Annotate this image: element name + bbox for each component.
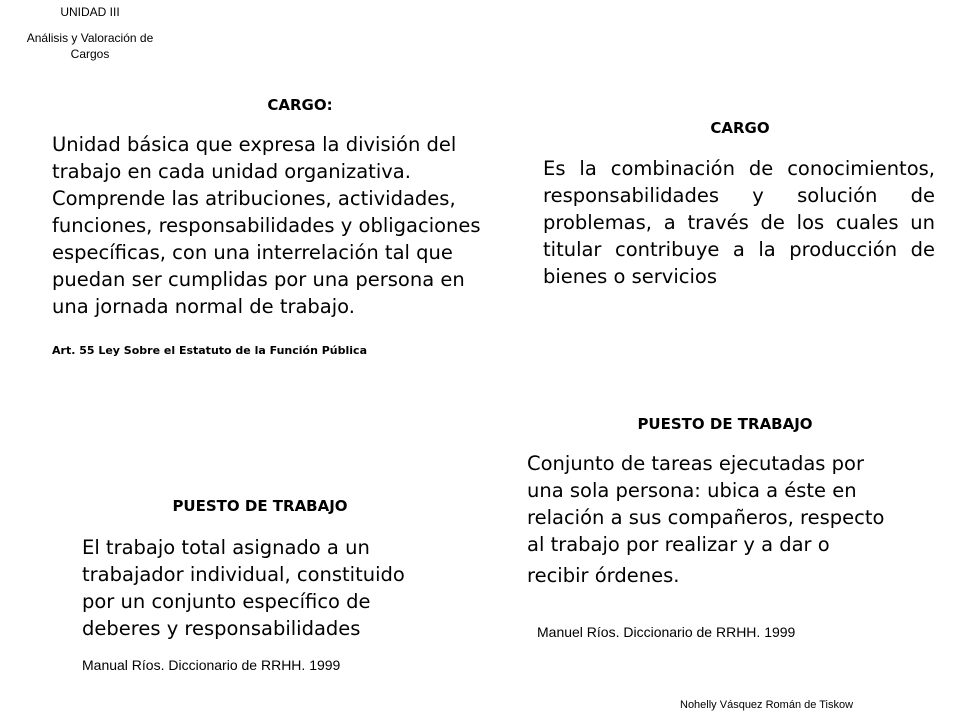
- cargo-right-definition: [543, 155, 935, 290]
- definition-line: funciones, responsabilidades y obligaciones: [52, 214, 481, 237]
- definition-line: deberes y responsabilidades: [82, 617, 361, 640]
- cargo-left-title: CARGO:: [267, 96, 333, 114]
- unit-subtitle: Análisis y Valoración de Cargos: [26, 31, 154, 61]
- definition-line: Unidad básica que expresa la división del: [52, 133, 457, 156]
- definition-line: al trabajo por realizar y a dar o: [527, 533, 830, 556]
- definition-line: una jornada normal de trabajo.: [52, 295, 355, 318]
- author-credit: Nohelly Vásquez Román de Tiskow: [680, 699, 854, 711]
- definition-line: El trabajo total asignado a un: [82, 536, 370, 559]
- definition-line: responsabilidades y solución de: [543, 184, 935, 207]
- puesto-left-source: Manual Ríos. Diccionario de RRHH. 1999: [82, 657, 341, 673]
- definition-line: una sola persona: ubica a éste en: [527, 479, 857, 502]
- puesto-right-source: Manuel Ríos. Diccionario de RRHH. 1999: [537, 624, 796, 640]
- puesto-left-title: PUESTO DE TRABAJO: [172, 497, 348, 515]
- definition-line: titular contribuye a la producción de: [543, 238, 935, 261]
- definition-line: Es la combinación de conocimientos,: [543, 157, 935, 180]
- cargo-left-source: Art. 55 Ley Sobre el Estatuto de la Función Pública: [52, 344, 367, 357]
- definition-line: recibir órdenes.: [527, 564, 680, 587]
- puesto-right-title: PUESTO DE TRABAJO: [637, 415, 813, 433]
- unit-label: UNIDAD III: [60, 5, 120, 19]
- definition-line: problemas, a través de los cuales un: [543, 211, 935, 234]
- cargo-left-definition: [52, 131, 522, 320]
- puesto-right-definition: [527, 450, 947, 589]
- definition-line: relación a sus compañeros, respecto: [527, 506, 885, 529]
- definition-line: específicas, con una interrelación tal que: [52, 241, 453, 264]
- definition-line: Conjunto de tareas ejecutadas por: [527, 452, 864, 475]
- definition-line: trabajador individual, constituido: [82, 563, 405, 586]
- definition-line: bienes o servicios: [543, 265, 717, 288]
- definition-line: por un conjunto específico de: [82, 590, 371, 613]
- definition-line: Comprende las atribuciones, actividades,: [52, 187, 456, 210]
- definition-line: trabajo en cada unidad organizativa.: [52, 160, 411, 183]
- definition-line: puedan ser cumplidas por una persona en: [52, 268, 465, 291]
- cargo-right-title: CARGO: [710, 119, 770, 137]
- puesto-left-definition: [82, 534, 462, 642]
